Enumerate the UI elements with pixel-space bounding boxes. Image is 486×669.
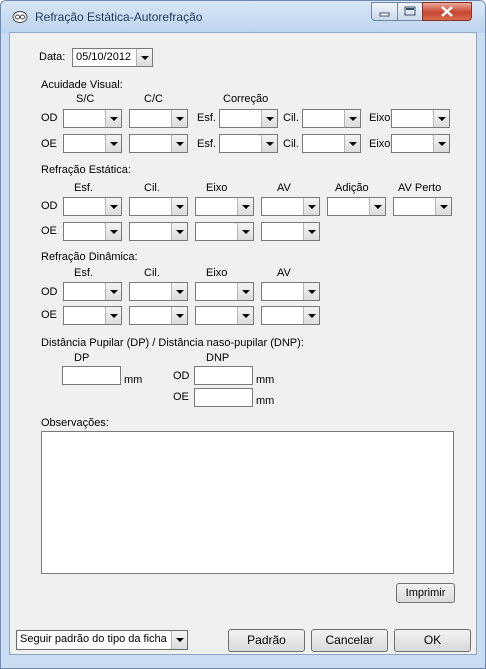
chevron-down-icon[interactable]: [237, 198, 253, 215]
dinamica-col-eixo: Eixo: [206, 267, 228, 279]
chevron-down-icon[interactable]: [433, 135, 449, 152]
estatica-col-esf: Esf.: [74, 182, 93, 194]
estatica-col-av: AV: [277, 182, 291, 194]
acuidade-title: Acuidade Visual:: [41, 79, 123, 91]
acuidade-oe-sc-select[interactable]: [63, 134, 122, 153]
estatica-oe-eixo-select[interactable]: [195, 222, 254, 241]
minimize-icon: [372, 3, 397, 20]
dinamica-od-av-select[interactable]: [261, 282, 320, 301]
acuidade-col-sc: S/C: [76, 93, 95, 105]
chevron-down-icon[interactable]: [237, 283, 253, 300]
dnp-oe-input[interactable]: [194, 388, 253, 407]
close-icon: [423, 3, 471, 20]
chevron-down-icon[interactable]: [105, 110, 121, 127]
dinamica-col-av: AV: [277, 267, 291, 279]
title-bar[interactable]: [1, 1, 485, 33]
estatica-row-od: OD: [41, 200, 58, 212]
chevron-down-icon[interactable]: [303, 283, 319, 300]
chevron-down-icon[interactable]: [261, 135, 277, 152]
padrao-button[interactable]: Padrão: [228, 629, 305, 652]
observacoes-label: Observações:: [41, 417, 109, 429]
date-label: Data:: [39, 51, 66, 63]
estatica-oe-cil-select[interactable]: [129, 222, 188, 241]
dinamica-oe-eixo-select[interactable]: [195, 306, 254, 325]
estatica-row-oe: OE: [41, 225, 57, 237]
chevron-down-icon[interactable]: [171, 307, 187, 324]
acuidade-oe-cc-select[interactable]: [129, 134, 188, 153]
acuidade-oe-cil-label: Cil.: [283, 138, 299, 150]
chevron-down-icon[interactable]: [344, 135, 360, 152]
ok-button[interactable]: OK: [394, 629, 471, 652]
chevron-down-icon[interactable]: [105, 307, 121, 324]
dinamica-oe-av-select[interactable]: [261, 306, 320, 325]
acuidade-oe-cil-select[interactable]: [302, 134, 361, 153]
estatica-title: Refração Estática:: [41, 164, 131, 176]
estatica-od-av-select[interactable]: [261, 197, 320, 216]
estatica-oe-esf-select[interactable]: [63, 222, 122, 241]
estatica-od-esf-select[interactable]: [63, 197, 122, 216]
maximize-icon: [398, 3, 422, 20]
dinamica-row-oe: OE: [41, 309, 57, 321]
estatica-od-avperto-select[interactable]: [393, 197, 452, 216]
dinamica-title: Refração Dinâmica:: [41, 251, 138, 263]
chevron-down-icon[interactable]: [171, 283, 187, 300]
estatica-col-avperto: AV Perto: [398, 182, 442, 194]
chevron-down-icon[interactable]: [105, 198, 121, 215]
acuidade-oe-esf-label: Esf.: [197, 138, 216, 150]
dialog-body: [9, 32, 477, 655]
chevron-down-icon[interactable]: [303, 198, 319, 215]
chevron-down-icon[interactable]: [105, 223, 121, 240]
padrao-ficha-value: Seguir padrão do tipo da ficha: [20, 633, 167, 645]
app-icon: [12, 9, 28, 25]
acuidade-od-eixo-select[interactable]: [391, 109, 450, 128]
acuidade-row-od: OD: [41, 112, 58, 124]
acuidade-col-cc: C/C: [144, 93, 163, 105]
acuidade-oe-eixo-select[interactable]: [391, 134, 450, 153]
chevron-down-icon[interactable]: [171, 198, 187, 215]
acuidade-od-cil-select[interactable]: [302, 109, 361, 128]
chevron-down-icon[interactable]: [303, 223, 319, 240]
chevron-down-icon[interactable]: [369, 198, 385, 215]
estatica-od-cil-select[interactable]: [129, 197, 188, 216]
chevron-down-icon[interactable]: [136, 49, 152, 66]
chevron-down-icon[interactable]: [237, 307, 253, 324]
chevron-down-icon[interactable]: [105, 135, 121, 152]
dinamica-col-cil: Cil.: [144, 267, 160, 279]
chevron-down-icon[interactable]: [344, 110, 360, 127]
cancelar-button[interactable]: Cancelar: [311, 629, 388, 652]
close-button[interactable]: [422, 2, 472, 21]
chevron-down-icon[interactable]: [435, 198, 451, 215]
date-value: 05/10/2012: [76, 51, 132, 63]
chevron-down-icon[interactable]: [105, 283, 121, 300]
dp-input[interactable]: [62, 366, 121, 385]
chevron-down-icon[interactable]: [171, 135, 187, 152]
dinamica-oe-esf-select[interactable]: [63, 306, 122, 325]
estatica-od-eixo-select[interactable]: [195, 197, 254, 216]
dinamica-od-eixo-select[interactable]: [195, 282, 254, 301]
dnp-od-label: OD: [173, 370, 190, 382]
acuidade-od-cil-label: Cil.: [283, 112, 299, 124]
dp-unit: mm: [124, 374, 143, 386]
chevron-down-icon[interactable]: [303, 307, 319, 324]
minimize-button[interactable]: [371, 2, 398, 21]
acuidade-od-esf-select[interactable]: [219, 109, 278, 128]
window-title: Refração Estática-Autorefração: [35, 10, 203, 24]
acuidade-od-eixo-label: Eixo: [369, 112, 391, 124]
estatica-od-adicao-select[interactable]: [327, 197, 386, 216]
acuidade-col-correcao: Correção: [223, 93, 269, 105]
maximize-button[interactable]: [397, 2, 423, 21]
acuidade-row-oe: OE: [41, 138, 57, 150]
dnp-od-unit: mm: [256, 374, 275, 386]
date-picker[interactable]: [72, 48, 153, 67]
estatica-col-cil: Cil.: [144, 182, 160, 194]
dnp-od-input[interactable]: [194, 366, 253, 385]
pupilar-dp-label: DP: [74, 352, 90, 364]
acuidade-od-cc-select[interactable]: [129, 109, 188, 128]
observacoes-textarea[interactable]: [41, 431, 454, 574]
dinamica-od-esf-select[interactable]: [63, 282, 122, 301]
chevron-down-icon[interactable]: [171, 631, 187, 649]
chevron-down-icon[interactable]: [171, 223, 187, 240]
chevron-down-icon[interactable]: [261, 110, 277, 127]
acuidade-oe-esf-select[interactable]: [219, 134, 278, 153]
dinamica-oe-cil-select[interactable]: [129, 306, 188, 325]
padrao-ficha-select[interactable]: [16, 630, 188, 650]
estatica-col-adicao: Adição: [335, 182, 369, 194]
acuidade-oe-eixo-label: Eixo: [369, 138, 391, 150]
chevron-down-icon[interactable]: [433, 110, 449, 127]
estatica-col-eixo: Eixo: [206, 182, 228, 194]
dnp-oe-unit: mm: [256, 395, 275, 407]
dnp-oe-label: OE: [173, 391, 189, 403]
chevron-down-icon[interactable]: [237, 223, 253, 240]
dinamica-row-od: OD: [41, 286, 58, 298]
chevron-down-icon[interactable]: [171, 110, 187, 127]
acuidade-od-esf-label: Esf.: [197, 112, 216, 124]
acuidade-od-sc-select[interactable]: [63, 109, 122, 128]
estatica-oe-av-select[interactable]: [261, 222, 320, 241]
imprimir-button[interactable]: Imprimir: [396, 583, 455, 603]
pupilar-dnp-label: DNP: [206, 352, 230, 364]
pupilar-title: Distância Pupilar (DP) / Distância naso-pupilar (DNP):: [41, 337, 304, 349]
dinamica-col-esf: Esf.: [74, 267, 93, 279]
dinamica-od-cil-select[interactable]: [129, 282, 188, 301]
